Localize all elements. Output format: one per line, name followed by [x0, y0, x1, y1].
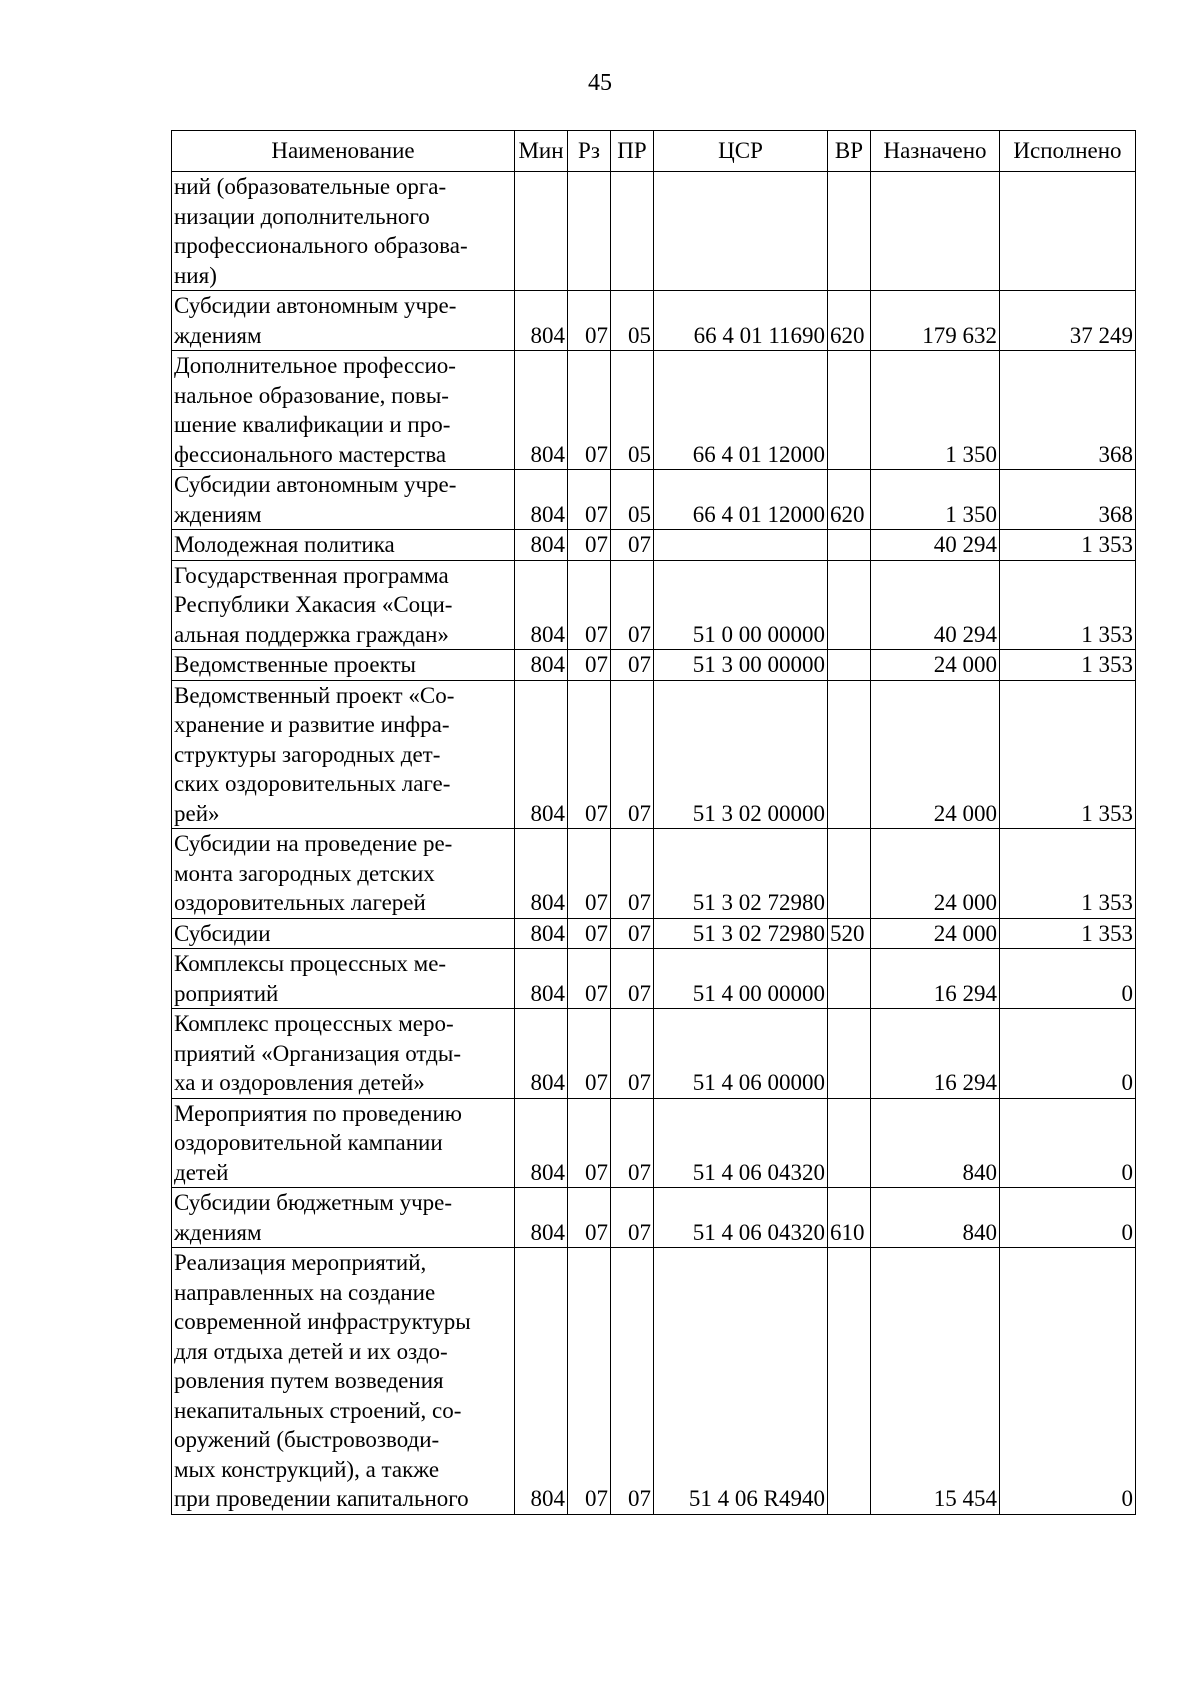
table-row — [172, 650, 1136, 681]
cell-executed: 0 — [1000, 1098, 1136, 1188]
cell-rz: 07 — [568, 470, 611, 530]
cell-pr: 07 — [611, 1009, 654, 1099]
cell-assigned: 24 000 — [871, 650, 1000, 681]
cell-csr — [654, 530, 828, 561]
cell-pr: 07 — [611, 918, 654, 949]
cell-csr: 51 0 00 00000 — [654, 560, 828, 650]
cell-name: Субсидии на проведение ре- монта загородных детских оздоровительных лагерей — [172, 829, 515, 919]
cell-executed: 37 249 — [1000, 291, 1136, 351]
cell-rz: 07 — [568, 1248, 611, 1515]
cell-assigned: 24 000 — [871, 829, 1000, 919]
cell-rz: 07 — [568, 530, 611, 561]
cell-min: 804 — [515, 1248, 568, 1515]
cell-vr — [828, 650, 871, 681]
cell-csr: 66 4 01 11690 — [654, 291, 828, 351]
cell-name: ний (образовательные орга- низации дополнительного профессионального образова- ния) — [172, 172, 515, 291]
cell-pr: 07 — [611, 560, 654, 650]
cell-rz: 07 — [568, 291, 611, 351]
cell-executed: 1 353 — [1000, 918, 1136, 949]
cell-rz: 07 — [568, 918, 611, 949]
cell-csr: 51 4 00 00000 — [654, 949, 828, 1009]
cell-rz: 07 — [568, 680, 611, 829]
header-min: Мин — [515, 131, 568, 172]
cell-vr — [828, 172, 871, 291]
table-row — [172, 1098, 1136, 1188]
table-row — [172, 530, 1136, 561]
cell-name: Ведомственные проекты — [172, 650, 515, 681]
cell-name: Комплекс процессных меро- приятий «Организация отды- ха и оздоровления детей» — [172, 1009, 515, 1099]
cell-pr: 07 — [611, 680, 654, 829]
cell-pr — [611, 172, 654, 291]
table-row — [172, 560, 1136, 650]
header-rz: Рз — [568, 131, 611, 172]
table-row — [172, 949, 1136, 1009]
cell-name: Дополнительное профессио- нальное образование, повы- шение квалификации и про- фессионального мастерства — [172, 351, 515, 470]
cell-rz: 07 — [568, 560, 611, 650]
cell-csr: 51 3 02 72980 — [654, 829, 828, 919]
cell-csr: 51 3 02 00000 — [654, 680, 828, 829]
cell-executed: 368 — [1000, 470, 1136, 530]
cell-min: 804 — [515, 949, 568, 1009]
cell-executed: 1 353 — [1000, 530, 1136, 561]
cell-executed: 0 — [1000, 1188, 1136, 1248]
cell-assigned: 840 — [871, 1188, 1000, 1248]
header-csr: ЦСР — [654, 131, 828, 172]
cell-vr: 620 — [828, 291, 871, 351]
cell-min: 804 — [515, 470, 568, 530]
cell-rz: 07 — [568, 1188, 611, 1248]
cell-vr — [828, 530, 871, 561]
cell-name: Мероприятия по проведению оздоровительной кампании детей — [172, 1098, 515, 1188]
cell-executed — [1000, 172, 1136, 291]
cell-rz: 07 — [568, 1098, 611, 1188]
cell-min: 804 — [515, 560, 568, 650]
table-header-row — [172, 131, 1136, 172]
cell-assigned — [871, 172, 1000, 291]
cell-executed: 1 353 — [1000, 680, 1136, 829]
cell-pr: 05 — [611, 291, 654, 351]
cell-assigned: 179 632 — [871, 291, 1000, 351]
header-pr: ПР — [611, 131, 654, 172]
cell-min: 804 — [515, 680, 568, 829]
cell-vr: 520 — [828, 918, 871, 949]
header-name: Наименование — [172, 131, 515, 172]
cell-assigned: 16 294 — [871, 949, 1000, 1009]
cell-rz — [568, 172, 611, 291]
cell-pr: 07 — [611, 1188, 654, 1248]
cell-pr: 07 — [611, 530, 654, 561]
cell-csr — [654, 172, 828, 291]
cell-vr — [828, 560, 871, 650]
cell-name: Государственная программа Республики Хакасия «Соци- альная поддержка граждан» — [172, 560, 515, 650]
table-row — [172, 680, 1136, 829]
table-row — [172, 470, 1136, 530]
table-row — [172, 291, 1136, 351]
cell-min: 804 — [515, 351, 568, 470]
table-body — [172, 172, 1136, 1515]
cell-vr: 620 — [828, 470, 871, 530]
cell-pr: 05 — [611, 470, 654, 530]
table-row — [172, 829, 1136, 919]
cell-name: Реализация мероприятий, направленных на создание современной инфраструктуры для отдыха детей и их оздо- ровления путем возведения некапитальных строений, со- оружений (быстровозводи- мых конструкций), а также при проведении капитального — [172, 1248, 515, 1515]
budget-table — [171, 130, 1136, 1515]
cell-assigned: 24 000 — [871, 680, 1000, 829]
cell-csr: 51 4 06 04320 — [654, 1098, 828, 1188]
cell-min: 804 — [515, 1098, 568, 1188]
header-assigned: Назначено — [871, 131, 1000, 172]
cell-min: 804 — [515, 1188, 568, 1248]
cell-assigned: 40 294 — [871, 560, 1000, 650]
table-row — [172, 1188, 1136, 1248]
cell-executed: 0 — [1000, 949, 1136, 1009]
cell-csr: 51 4 06 04320 — [654, 1188, 828, 1248]
cell-assigned: 15 454 — [871, 1248, 1000, 1515]
cell-pr: 07 — [611, 650, 654, 681]
table-row — [172, 918, 1136, 949]
cell-csr: 51 3 00 00000 — [654, 650, 828, 681]
cell-rz: 07 — [568, 351, 611, 470]
cell-min: 804 — [515, 1009, 568, 1099]
cell-vr — [828, 1098, 871, 1188]
cell-rz: 07 — [568, 1009, 611, 1099]
cell-name: Субсидии бюджетным учре- ждениям — [172, 1188, 515, 1248]
cell-csr: 51 4 06 00000 — [654, 1009, 828, 1099]
page-number: 45 — [588, 70, 612, 96]
cell-name: Субсидии — [172, 918, 515, 949]
cell-name: Комплексы процессных ме- роприятий — [172, 949, 515, 1009]
cell-rz: 07 — [568, 949, 611, 1009]
cell-executed: 1 353 — [1000, 560, 1136, 650]
cell-executed: 1 353 — [1000, 829, 1136, 919]
cell-csr: 51 3 02 72980 — [654, 918, 828, 949]
cell-min: 804 — [515, 650, 568, 681]
cell-executed: 0 — [1000, 1248, 1136, 1515]
cell-assigned: 840 — [871, 1098, 1000, 1188]
cell-csr: 66 4 01 12000 — [654, 470, 828, 530]
cell-csr: 66 4 01 12000 — [654, 351, 828, 470]
cell-min — [515, 172, 568, 291]
cell-assigned: 1 350 — [871, 351, 1000, 470]
cell-executed: 1 353 — [1000, 650, 1136, 681]
cell-min: 804 — [515, 291, 568, 351]
table-row — [172, 351, 1136, 470]
header-executed: Исполнено — [1000, 131, 1136, 172]
cell-pr: 05 — [611, 351, 654, 470]
cell-executed: 368 — [1000, 351, 1136, 470]
cell-assigned: 16 294 — [871, 1009, 1000, 1099]
cell-vr — [828, 829, 871, 919]
cell-assigned: 24 000 — [871, 918, 1000, 949]
cell-pr: 07 — [611, 1248, 654, 1515]
cell-rz: 07 — [568, 829, 611, 919]
table-row — [172, 1009, 1136, 1099]
cell-pr: 07 — [611, 949, 654, 1009]
cell-csr: 51 4 06 R4940 — [654, 1248, 828, 1515]
cell-rz: 07 — [568, 650, 611, 681]
cell-executed: 0 — [1000, 1009, 1136, 1099]
cell-min: 804 — [515, 829, 568, 919]
cell-assigned: 40 294 — [871, 530, 1000, 561]
cell-min: 804 — [515, 918, 568, 949]
cell-name: Ведомственный проект «Со- хранение и развитие инфра- структуры загородных дет- ских оздоровительных лаге- рей» — [172, 680, 515, 829]
cell-vr — [828, 351, 871, 470]
table-row — [172, 172, 1136, 291]
cell-vr — [828, 949, 871, 1009]
cell-vr — [828, 680, 871, 829]
cell-min: 804 — [515, 530, 568, 561]
cell-name: Молодежная политика — [172, 530, 515, 561]
cell-vr: 610 — [828, 1188, 871, 1248]
cell-assigned: 1 350 — [871, 470, 1000, 530]
cell-vr — [828, 1248, 871, 1515]
cell-name: Субсидии автономным учре- ждениям — [172, 291, 515, 351]
cell-name: Субсидии автономным учре- ждениям — [172, 470, 515, 530]
cell-pr: 07 — [611, 1098, 654, 1188]
header-vr: ВР — [828, 131, 871, 172]
cell-vr — [828, 1009, 871, 1099]
table-row — [172, 1248, 1136, 1515]
cell-pr: 07 — [611, 829, 654, 919]
